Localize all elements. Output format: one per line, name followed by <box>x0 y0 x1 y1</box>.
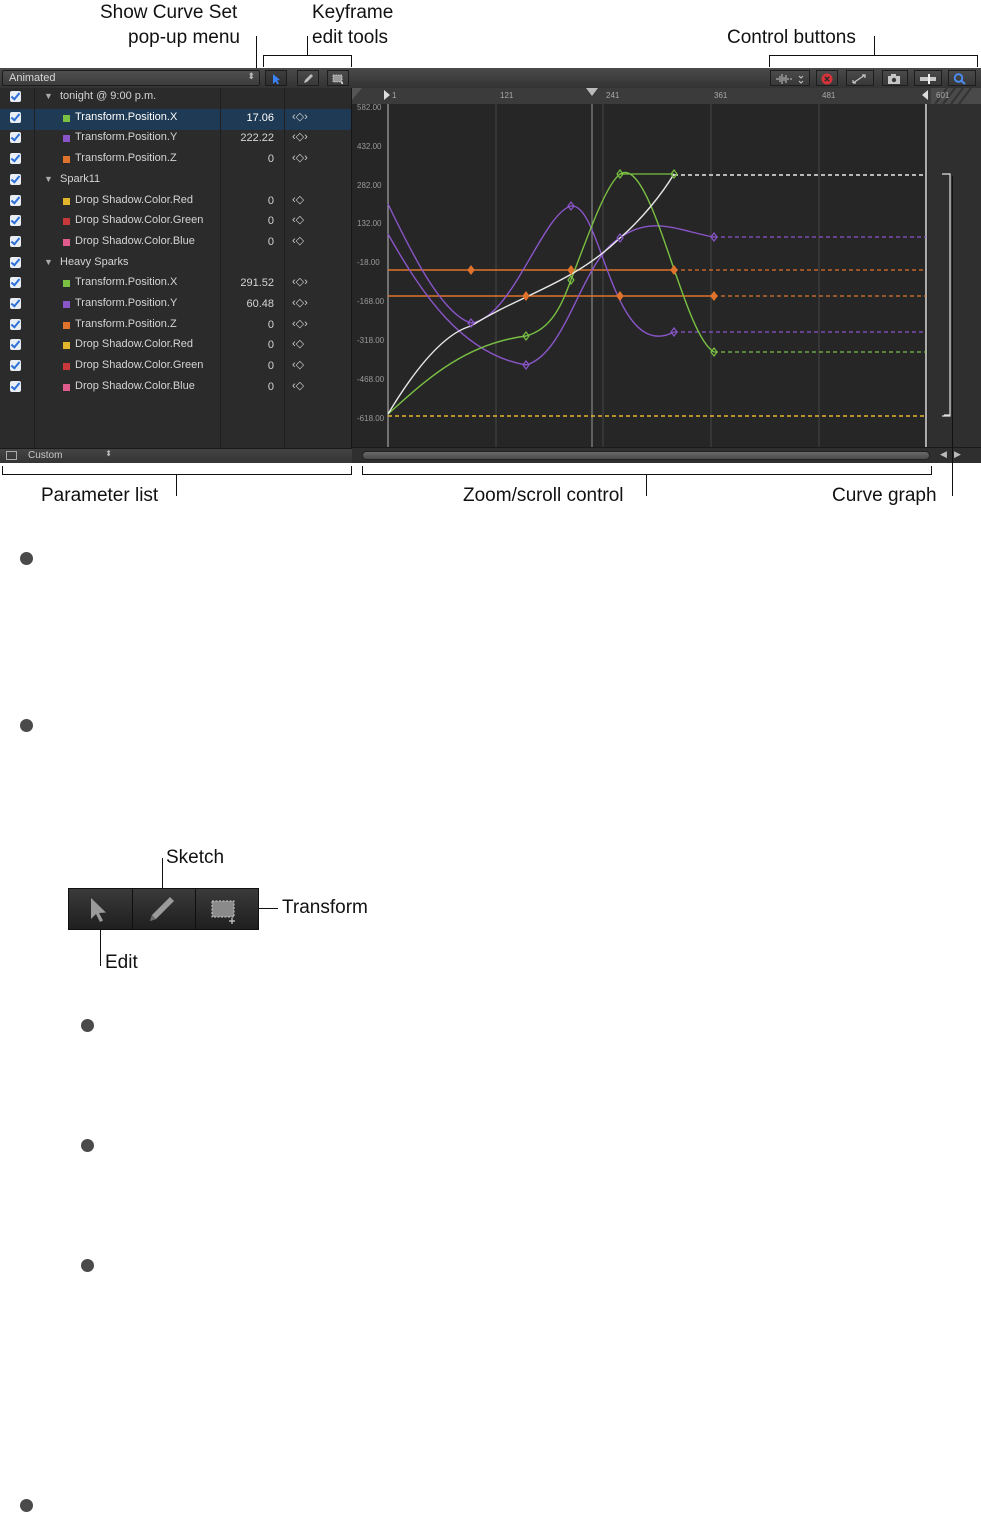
parameter-value[interactable]: 0 <box>267 194 274 207</box>
parameter-value[interactable]: 0 <box>267 339 274 352</box>
callout-keyframe-edit-2: edit tools <box>312 27 389 48</box>
curve-canvas <box>352 104 981 447</box>
callout-transform: Transform <box>282 897 368 918</box>
enable-checkbox[interactable] <box>10 277 21 288</box>
custom-set-popup[interactable] <box>22 450 116 462</box>
enable-checkbox[interactable] <box>10 132 21 143</box>
keyframe-editor <box>0 68 981 463</box>
enable-checkbox[interactable] <box>10 153 21 164</box>
enable-checkbox[interactable] <box>10 215 21 226</box>
parameter-row[interactable] <box>0 357 352 378</box>
keyframe-nav-controls[interactable]: ‹◇› <box>292 110 308 123</box>
parameter-row[interactable] <box>0 129 352 150</box>
transform-tool-button[interactable] <box>327 70 349 86</box>
parameter-value[interactable]: 0 <box>267 380 274 393</box>
enable-checkbox[interactable] <box>10 174 21 185</box>
keyframe-nav-controls[interactable]: ‹◇ <box>292 234 305 247</box>
ruler-ticks <box>352 88 981 104</box>
enable-checkbox[interactable] <box>10 195 21 206</box>
enable-checkbox[interactable] <box>10 339 21 350</box>
y-axis-label: -318.00 <box>357 336 385 345</box>
parameter-row[interactable] <box>0 150 352 171</box>
fit-arrows-icon <box>851 73 869 85</box>
parameter-name: Drop Shadow.Color.Red <box>75 338 194 351</box>
enable-checkbox[interactable] <box>10 319 21 330</box>
edit-tool-button[interactable] <box>265 70 287 86</box>
parameter-name: Drop Shadow.Color.Green <box>75 359 204 372</box>
parameter-value[interactable]: 0 <box>267 215 274 228</box>
callout-keyframe-edit: Keyframe <box>312 2 394 23</box>
camera-icon <box>887 73 901 85</box>
bullet <box>20 719 33 732</box>
bullet <box>20 1499 33 1512</box>
enable-checkbox[interactable] <box>10 298 21 309</box>
parameter-name: Transform.Position.Y <box>75 297 178 309</box>
edit-tool-large[interactable] <box>69 889 133 929</box>
keyframe-edit-tools <box>68 888 259 930</box>
y-axis-label: -468.00 <box>357 375 385 384</box>
parameter-name: Drop Shadow.Color.Blue <box>75 234 195 247</box>
parameter-name: Drop Shadow.Color.Red <box>75 193 194 206</box>
ruler-label: 481 <box>822 91 836 100</box>
bullet <box>20 552 33 565</box>
enable-checkbox[interactable] <box>10 381 21 392</box>
pencil-icon <box>132 889 195 929</box>
parameter-name: Transform.Position.X <box>75 110 178 123</box>
group-name: Heavy Sparks <box>60 255 129 268</box>
y-axis-label: 432.00 <box>357 142 382 151</box>
curve-color-swatch <box>63 135 70 142</box>
curve-color-swatch <box>63 198 70 205</box>
editor-toolbar <box>0 68 981 89</box>
enable-checkbox[interactable] <box>10 257 21 268</box>
parameter-row[interactable] <box>0 233 352 254</box>
callout-show-curve-set-2: pop-up menu <box>128 27 240 48</box>
callout-sketch: Sketch <box>166 847 225 868</box>
sketch-tool-large[interactable] <box>132 889 196 929</box>
keyframe-nav-controls[interactable]: ‹◇› <box>292 317 308 330</box>
y-axis-label: 282.00 <box>357 181 382 190</box>
curve-color-swatch <box>63 239 70 246</box>
enable-checkbox[interactable] <box>10 112 21 123</box>
parameter-name: Drop Shadow.Color.Blue <box>75 379 195 392</box>
parameter-value[interactable]: 0 <box>267 360 274 373</box>
custom-value: Custom <box>28 450 63 461</box>
callout-curve-graph: Curve graph <box>832 485 937 506</box>
parameter-row[interactable] <box>0 192 352 213</box>
sketch-tool-button[interactable] <box>297 70 319 86</box>
keyframe-nav-controls[interactable]: ‹◇ <box>292 193 305 206</box>
bullet <box>81 1019 94 1032</box>
parameter-value[interactable]: 0 <box>267 235 274 248</box>
parameter-value[interactable]: 291.52 <box>240 277 274 290</box>
arrow-icon <box>69 889 132 929</box>
parameter-group-row[interactable] <box>0 254 352 275</box>
parameter-value[interactable]: 222.22 <box>240 132 274 145</box>
magnifier-icon <box>953 73 967 85</box>
parameter-row[interactable] <box>0 378 352 399</box>
y-axis-label: 582.00 <box>357 103 382 112</box>
bullet <box>81 1259 94 1272</box>
curve-color-swatch <box>63 280 70 287</box>
parameter-row[interactable] <box>0 336 352 357</box>
parameter-name: Transform.Position.X <box>75 276 178 289</box>
scroll-right-arrow-icon[interactable]: ▶ <box>954 449 961 459</box>
disclosure-triangle-icon[interactable]: ▼ <box>44 173 53 184</box>
y-axis-label: -618.00 <box>357 414 385 423</box>
group-name: tonight @ 9:00 p.m. <box>60 90 157 102</box>
parameter-value[interactable]: 17.06 <box>246 111 274 124</box>
parameter-row[interactable] <box>0 109 352 130</box>
callout-show-curve-set: Show Curve Set <box>100 2 238 23</box>
transform-box-icon <box>332 73 344 85</box>
parameter-value[interactable]: 0 <box>267 318 274 331</box>
y-axis-label: 132.00 <box>357 219 382 228</box>
zoom-button[interactable] <box>948 70 976 86</box>
pencil-icon <box>302 73 314 85</box>
keyframe-nav-controls[interactable]: ‹◇ <box>292 338 305 351</box>
parameter-group-row[interactable] <box>0 171 352 192</box>
scroll-left-arrow-icon[interactable]: ◀ <box>940 449 947 459</box>
popup-arrows-icon: ⬍ <box>105 449 112 458</box>
callout-parameter-list: Parameter list <box>41 485 159 506</box>
parameter-row[interactable] <box>0 274 352 295</box>
curve-set-popup[interactable] <box>2 70 260 86</box>
ruler-label: 601 <box>936 91 950 100</box>
parameter-row[interactable] <box>0 316 352 337</box>
parameter-name: Transform.Position.Y <box>75 131 178 144</box>
arrow-icon <box>270 73 282 85</box>
parameter-name: Transform.Position.Z <box>75 317 177 330</box>
clip-display-button[interactable] <box>914 70 942 86</box>
ruler-label: 361 <box>714 91 728 100</box>
curve-color-swatch <box>63 115 70 122</box>
range-icon <box>919 73 937 85</box>
disclosure-triangle-icon[interactable]: ▼ <box>44 91 53 101</box>
snapshot-button[interactable] <box>882 70 908 86</box>
curve-set-value: Animated <box>9 72 56 84</box>
curve-set-icon[interactable] <box>6 451 17 460</box>
clear-curves-button[interactable] <box>816 70 838 86</box>
curve-color-swatch <box>63 384 70 391</box>
keyframe-nav-controls[interactable]: ‹◇ <box>292 214 305 227</box>
parameter-list-footer <box>0 448 352 463</box>
timeline-ruler[interactable] <box>352 88 981 105</box>
parameter-row[interactable] <box>0 295 352 316</box>
keyframe-nav-controls[interactable]: ‹◇› <box>292 297 308 309</box>
enable-checkbox[interactable] <box>10 236 21 247</box>
parameter-row[interactable] <box>0 212 352 233</box>
parameter-name: Transform.Position.Z <box>75 152 177 165</box>
ruler-label: 241 <box>606 91 620 100</box>
fit-curves-button[interactable] <box>846 70 874 86</box>
curve-color-swatch <box>63 322 70 329</box>
close-circle-icon <box>821 73 833 85</box>
callout-zoom-scroll: Zoom/scroll control <box>463 485 624 506</box>
curve-graph[interactable] <box>352 88 981 463</box>
enable-checkbox[interactable] <box>10 360 21 371</box>
parameter-value[interactable]: 0 <box>267 153 274 166</box>
curve-color-swatch <box>63 218 70 225</box>
ruler-label: 121 <box>500 91 514 100</box>
parameter-name: Drop Shadow.Color.Green <box>75 214 204 227</box>
callout-edit: Edit <box>105 952 138 973</box>
curve-color-swatch <box>63 342 70 349</box>
keyframe-nav-controls[interactable]: ‹◇ <box>292 379 305 392</box>
popup-arrows-icon: ⬍ <box>247 71 255 81</box>
ruler-label: 1 <box>392 91 397 100</box>
parameter-group-row[interactable] <box>0 88 352 109</box>
keyframe-nav-controls[interactable]: ‹◇› <box>292 152 308 165</box>
enable-checkbox[interactable] <box>10 91 21 102</box>
waveform-icon <box>775 73 805 85</box>
keyframe-nav-controls[interactable]: ‹◇› <box>292 131 308 144</box>
bullet <box>81 1139 94 1152</box>
audio-waveform-button[interactable] <box>770 70 810 86</box>
zoom-scroll-thumb[interactable] <box>362 451 930 460</box>
zoom-scroll-control[interactable] <box>352 447 981 463</box>
curve-color-swatch <box>63 363 70 370</box>
transform-box-icon <box>195 889 258 929</box>
callout-control-buttons: Control buttons <box>727 27 856 48</box>
parameter-value[interactable]: 60.48 <box>246 298 274 310</box>
y-axis-label: -18.00 <box>357 258 380 267</box>
curve-color-swatch <box>63 156 70 163</box>
curve-color-swatch <box>63 301 70 308</box>
keyframe-nav-controls[interactable]: ‹◇ <box>292 359 305 372</box>
y-axis-label: -168.00 <box>357 297 385 306</box>
group-name: Spark11 <box>60 172 101 185</box>
keyframe-nav-controls[interactable]: ‹◇› <box>292 276 308 289</box>
parameter-list <box>0 88 352 448</box>
disclosure-triangle-icon[interactable]: ▼ <box>44 256 53 267</box>
transform-tool-large[interactable] <box>195 889 258 929</box>
